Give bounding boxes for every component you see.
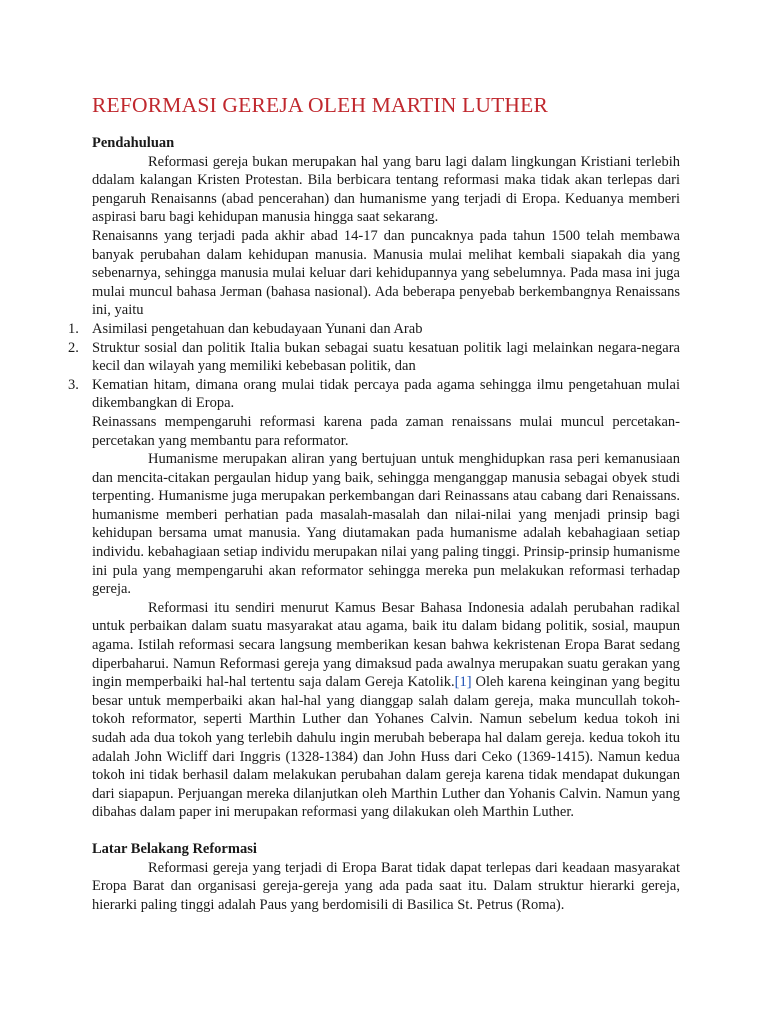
paragraph: Reinassans mempengaruhi reformasi karena pada zaman renaissans mulai muncul percetakan-percetakan yang membantu para reformator. xyxy=(92,413,680,449)
paragraph: Renaisanns yang terjadi pada akhir abad 14-17 dan puncaknya pada tahun 1500 telah membawa banyak perubahan dalam kehidupan manusia. Manusia mulai melihat kembali siapakah dia yang sebenarnya, sehingga manusia mulai keluar dari kehidupannya yang sebelumnya. Pada masa ini juga mulai muncul bahasa Jerman (bahasa nasional). Ada beberapa penyebab berkembangnya Renaissans ini, yaitu xyxy=(92,227,680,319)
list-item-text: Struktur sosial dan politik Italia bukan sebagai suatu kesatuan politik lagi melainkan negara-negara kecil dan wilayah yang memiliki kebebasan politik, dan xyxy=(92,339,680,375)
list-item-text: Asimilasi pengetahuan dan kebudayaan Yunani dan Arab xyxy=(92,320,423,337)
document-title: REFORMASI GEREJA OLEH MARTIN LUTHER xyxy=(92,93,549,117)
section-heading-latar-belakang: Latar Belakang Reformasi xyxy=(92,840,257,857)
list-number: 3. xyxy=(68,376,79,393)
paragraph xyxy=(92,599,680,822)
paragraph-text: Oleh karena keinginan yang begitu besar untuk memperbaiki akan hal-hal yang dianggap salah dalam gereja, maka muncullah tokoh-tokoh reformator, seperti Marthin Luther dan Yohanes Calvin. Namun sebelum kedua tokoh ini sudah ada dua tokoh yang terlebih dahulu ingin merubah beberapa hal dalam gereja. kedua tokoh itu adalah John Wicliff dari Inggris (1328-1384) dan John Huss dari Ceko (1369-1415). Namun kedua tokoh ini tidak berhasil dalam melakukan perubahan dalam gereja karena tidak mendapat dukungan dari siapapun. Perjuangan mereka dilanjutkan oleh Marthin Luther dan Yohanis Calvin. Namun yang dibahas dalam paper ini merupakan reformasi yang dilakukan oleh Marthin Luther. xyxy=(92,674,681,821)
paragraph-text: Reformasi itu sendiri menurut Kamus Besar Bahasa Indonesia adalah perubahan radikal untuk perbaikan dalam suatu masyarakat atau agama, baik itu dalam bidang politik, sosial, maupun agama. Istilah reformasi secara langsung memberikan kesan bahwa kekristenan Eropa Barat sedang diperbaharui. Namun Reformasi gereja yang dimaksud pada awalnya merupakan suatu gerakan yang ingin memperbaiki hal-hal tertentu saja dalam Gereja Katolik. xyxy=(92,599,680,691)
footnote-link[interactable]: [1] xyxy=(454,674,472,691)
paragraph: Humanisme merupakan aliran yang bertujuan untuk menghidupkan rasa peri kemanusiaan dan mencita-citakan pergaulan hidup yang baik, sehingga menganggap manusia sebagai obyek studi terpenting. Humanisme juga merupakan perkembangan dari Reinassans atau cabang dari Renaissans. humanisme memberi perhatian pada masalah-masalah dan nilai-nilai yang menjadi prinsip bagi kehidupan bersama umat manusia. Yang diutamakan pada humanisme adalah kebahagiaan setiap individu. kebahagiaan setiap individu merupakan nilai yang paling tinggi. Prinsip-prinsip humanisme ini pula yang mempengaruhi akan reformator sehingga mereka pun melakukan reformasi terhadap gereja. xyxy=(92,451,680,598)
list-number: 2. xyxy=(68,339,79,356)
list-item-text: Kematian hitam, dimana orang mulai tidak percaya pada agama sehingga ilmu pengetahuan mulai dikembangkan di Eropa. xyxy=(92,376,680,412)
list-number: 1. xyxy=(68,320,79,337)
list-item xyxy=(68,320,680,339)
numbered-list xyxy=(68,320,680,413)
list-item xyxy=(68,339,680,376)
spacer xyxy=(92,822,680,840)
section-heading-pendahuluan: Pendahuluan xyxy=(92,135,175,151)
list-item xyxy=(68,376,680,413)
paragraph: Reformasi gereja yang terjadi di Eropa Barat tidak dapat terlepas dari keadaan masyarakat Eropa Barat dan organisasi gereja-gereja yang ada pada saat itu. Dalam struktur hierarki gereja, hierarki paling tinggi adalah Paus yang berdomisili di Basilica St. Petrus (Roma). xyxy=(92,859,680,913)
paragraph: Reformasi gereja bukan merupakan hal yang baru lagi dalam lingkungan Kristiani terlebih ddalam kalangan Kristen Protestan. Bila berbicara tentang reformasi maka tidak akan terlepas dari pengaruh Renaisanns (abad pencerahan) dan humanisme yang terjadi di Eropa. Keduanya memberi aspirasi baru bagi kehidupan manusia hingga saat sekarang. xyxy=(92,153,680,226)
